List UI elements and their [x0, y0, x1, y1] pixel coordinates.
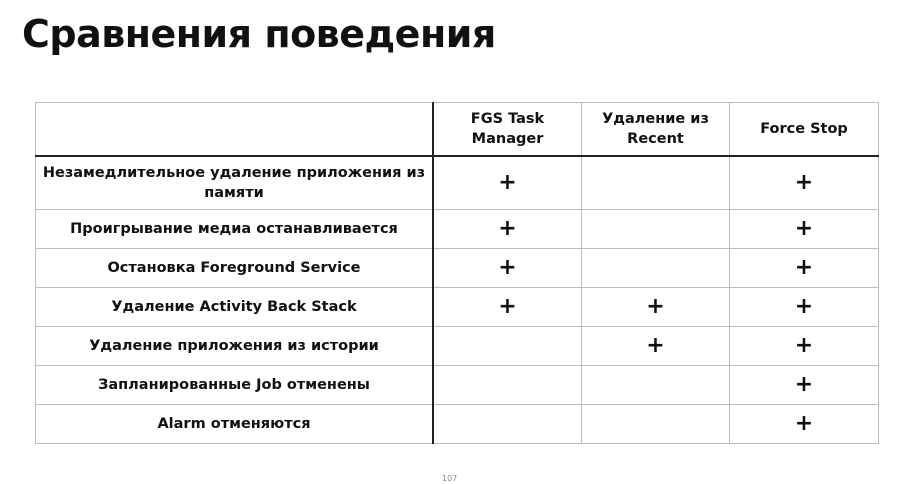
header-cell-fgs-task-manager: FGS Task Manager — [433, 103, 582, 157]
row-label: Остановка Foreground Service — [36, 249, 434, 288]
cell-fgs-task-manager — [433, 366, 582, 405]
row-label: Удаление приложения из истории — [36, 327, 434, 366]
table-row — [36, 156, 879, 210]
plus-mark: + — [794, 215, 814, 241]
cell-force-stop — [730, 405, 879, 444]
cell-fgs-task-manager — [433, 327, 582, 366]
cell-fgs-task-manager — [433, 210, 582, 249]
cell-fgs-task-manager — [433, 249, 582, 288]
table-row — [36, 327, 879, 366]
header-cell-criteria — [36, 103, 434, 157]
header-cell-recent-removal: Удаление из Recent — [582, 103, 730, 157]
plus-mark: + — [794, 371, 814, 397]
plus-mark: + — [498, 254, 517, 280]
table-row — [36, 288, 879, 327]
slide-title: Сравнения поведения — [22, 12, 496, 56]
cell-recent-removal — [582, 366, 730, 405]
table-row — [36, 405, 879, 444]
row-label: Удаление Activity Back Stack — [36, 288, 434, 327]
cell-recent-removal — [582, 210, 730, 249]
plus-mark: + — [498, 293, 517, 319]
cell-fgs-task-manager — [433, 405, 582, 444]
table-header-row — [36, 103, 879, 157]
row-label: Alarm отменяются — [36, 405, 434, 444]
row-label: Проигрывание медиа останавливается — [36, 210, 434, 249]
cell-force-stop — [730, 156, 879, 210]
cell-recent-removal — [582, 288, 730, 327]
plus-mark: + — [498, 215, 517, 241]
cell-recent-removal — [582, 249, 730, 288]
header-cell-force-stop: Force Stop — [730, 103, 879, 157]
plus-mark: + — [646, 332, 665, 358]
plus-mark: + — [794, 410, 814, 436]
table-row — [36, 366, 879, 405]
comparison-table — [35, 102, 879, 444]
cell-recent-removal — [582, 405, 730, 444]
cell-fgs-task-manager — [433, 288, 582, 327]
row-label: Незамедлительное удаление приложения из памяти — [36, 156, 434, 210]
plus-mark: + — [794, 169, 814, 195]
row-label: Запланированные Job отменены — [36, 366, 434, 405]
plus-mark: + — [498, 169, 517, 195]
cell-force-stop — [730, 288, 879, 327]
cell-force-stop — [730, 249, 879, 288]
cell-force-stop — [730, 210, 879, 249]
plus-mark: + — [794, 254, 814, 280]
cell-force-stop — [730, 327, 879, 366]
cell-recent-removal — [582, 327, 730, 366]
cell-recent-removal — [582, 156, 730, 210]
plus-mark: + — [794, 332, 814, 358]
page-number: 107 — [442, 474, 458, 483]
table-row — [36, 210, 879, 249]
plus-mark: + — [794, 293, 814, 319]
cell-force-stop — [730, 366, 879, 405]
cell-fgs-task-manager — [433, 156, 582, 210]
plus-mark: + — [646, 293, 665, 319]
table-row — [36, 249, 879, 288]
